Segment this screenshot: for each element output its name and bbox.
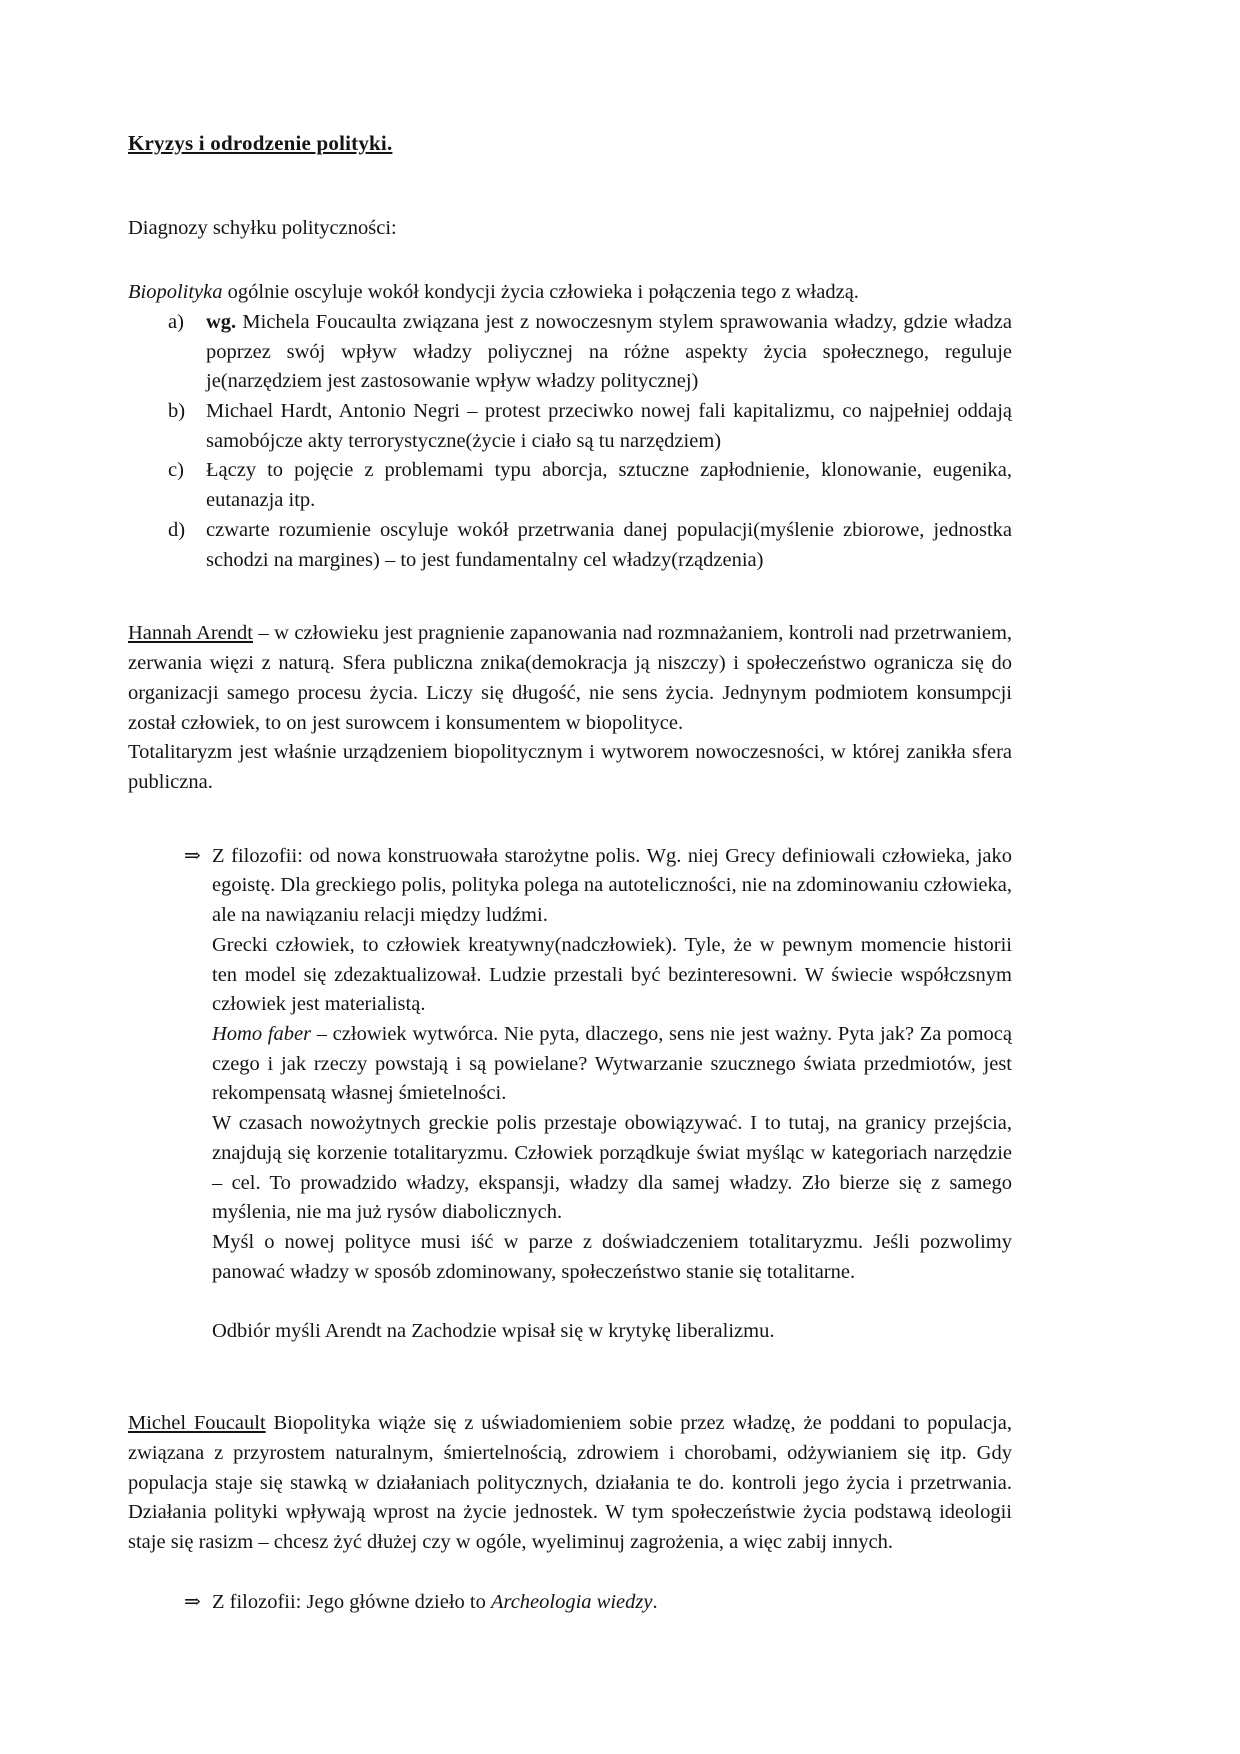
- totalitaryzm-paragraph: Totalitaryzm jest właśnie urządzeniem biopolitycznym i wytworem nowoczesności, w której zanikła sfera publiczna.: [128, 741, 1012, 793]
- list-item-text: czwarte rozumienie oscyluje wokół przetrwania danej populacji(myślenie zbiorowe, jednostka schodzi na margines) – to jest fundamentalny cel władzy(rządzenia): [206, 518, 1012, 571]
- list-item: [128, 397, 1012, 456]
- biopolityka-lead: [128, 278, 1012, 308]
- foucault-philosophy-block: [184, 1588, 1012, 1618]
- foucault-work-title: Archeologia wiedzy: [490, 1590, 653, 1613]
- double-arrow-icon: ⇒: [184, 844, 201, 867]
- list-item: [128, 456, 1012, 515]
- arendt-reception-note: Odbiór myśli Arendt na Zachodzie wpisał się w krytykę liberalizmu.: [212, 1320, 775, 1343]
- arendt-paragraph: [128, 619, 1012, 738]
- foucault-paragraph: [128, 1409, 1012, 1558]
- spacer: [128, 798, 1012, 842]
- biopolityka-term: Biopolityka: [128, 281, 223, 304]
- philosophy-second: Grecki człowiek, to człowiek kreatywny(nadczłowiek). Tyle, że w pewnym momencie historii ten model się zdezaktualizował. Ludzie przestali być bezinteresowni. W świecie współczsnym człowiek jest materialistą.: [212, 933, 1012, 1016]
- philosophy-fifth: Myśl o nowej polityce musi iść w parze z doświadczeniem totalitaryzmu. Jeśli pozwolimy panować władzy w sposób zdominowany, społeczeństwo stanie się totalitarne.: [212, 1231, 1012, 1283]
- document-body: [128, 128, 1012, 1617]
- foucault-name: Michel Foucault: [128, 1412, 266, 1435]
- list-marker: d): [168, 518, 186, 541]
- list-item-text: Michela Foucaulta związana jest z nowoczesnym stylem sprawowania władzy, gdzie władza poprzez swój wpływ władzy poliycznej na różne aspekty życia społecznego, reguluje je(narzędziem jest zastosowanie wpływ władzy politycznej): [206, 310, 1012, 393]
- intro-line: Diagnozy schyłku polityczności:: [128, 217, 397, 240]
- list-item-lead: wg.: [206, 310, 237, 333]
- list-item: [128, 516, 1012, 575]
- spacer: [128, 1347, 1012, 1409]
- arendt-philosophy-block: [184, 842, 1012, 1348]
- spacer: [128, 575, 1012, 619]
- arendt-body: – w człowieku jest pragnienie zapanowania nad rozmnażaniem, kontroli nad przetrwaniem, zerwania więzi z naturą. Sfera publiczna znika(demokracja ją niszczy) i społeczeństwo ogranicza się do organizacji samego procesu życia. Liczy się długość, nie sens życia. Jednynym podmiotem konsumpcji został człowiek, to on jest surowcem i konsumentem w biopolityce.: [128, 622, 1013, 734]
- page-title: Kryzys i odrodzenie polityki.: [128, 131, 393, 155]
- list-marker: b): [168, 400, 186, 423]
- list-item: [128, 308, 1012, 397]
- arendt-name: Hannah Arendt: [128, 622, 254, 645]
- foucault-philosophy-prefix: Z filozofii: Jego główne dzieło to: [212, 1590, 491, 1613]
- list-marker: a): [168, 310, 184, 333]
- philosophy-fourth: W czasach nowożytnych greckie polis przestaje obowiązywać. I to tutaj, na granicy przejścia, znajdują się korzenie totalitaryzmu. Człowiek porządkuje świat myśląc w kategoriach narzędzie – cel. To prowadzido władzy, ekspansji, władzy dla samej władzy. Zło bierze się z samego myślenia, nie ma już rysów diabolicznych.: [212, 1112, 1012, 1224]
- philosophy-first: Z filozofii: od nowa konstruowała starożytne polis. Wg. niej Grecy definiowali człowieka, jako egoistę. Dla greckiego polis, polityka polega na autoteliczności, nie na zdominowaniu człowieka, ale na nawiązaniu relacji między ludźmi.: [212, 844, 1012, 927]
- list-item-text: Łączy to pojęcie z problemami typu aborcja, sztuczne zapłodnienie, klonowanie, eugenika, eutanazja itp.: [206, 459, 1012, 512]
- spacer: [212, 1287, 1012, 1317]
- spacer: [128, 1558, 1012, 1588]
- list-marker: c): [168, 459, 184, 482]
- foucault-body: Biopolityka wiąże się z uświadomieniem sobie przez władzę, że poddani to populacja, związana z przyrostem naturalnym, śmiertelnością, zdrowiem i chorobami, odżywianiem się itp. Gdy populacja staje się stawką w działaniach politycznych, działania te do. kontroli jego życia i przetrwania. Działania polityki wpływają wprost na życie jednostek. W tym społeczeństwie życia podstawą ideologii staje się rasizm – chcesz żyć dłużej czy w ogóle, wyeliminuj zagrożenia, a więc zabij innych.: [128, 1412, 1012, 1554]
- double-arrow-icon: ⇒: [184, 1590, 201, 1613]
- diagnoses-list: [128, 308, 1012, 575]
- homo-faber-paragraph: [212, 1020, 1012, 1109]
- foucault-philosophy-line: [212, 1588, 1012, 1618]
- foucault-philosophy-suffix: .: [652, 1590, 658, 1613]
- homo-faber-term: Homo faber: [212, 1022, 312, 1045]
- homo-faber-rest: – człowiek wytwórca. Nie pyta, dlaczego, sens nie jest ważny. Pyta jak? Za pomocą czego i jak rzeczy powstają i są powielane? Wytwarzanie szucznego świata przedmiotów, jest rekompensatą własnej śmietelności.: [212, 1022, 1012, 1105]
- list-item-text: Michael Hardt, Antonio Negri – protest przeciwko nowej fali kapitalizmu, co najpełniej oddają samobójcze akty terrorystyczne(życie i ciało są tu narzędziem): [206, 400, 1012, 452]
- biopolityka-rest: ogólnie oscyluje wokół kondycji życia człowieka i połączenia tego z władzą.: [222, 281, 859, 304]
